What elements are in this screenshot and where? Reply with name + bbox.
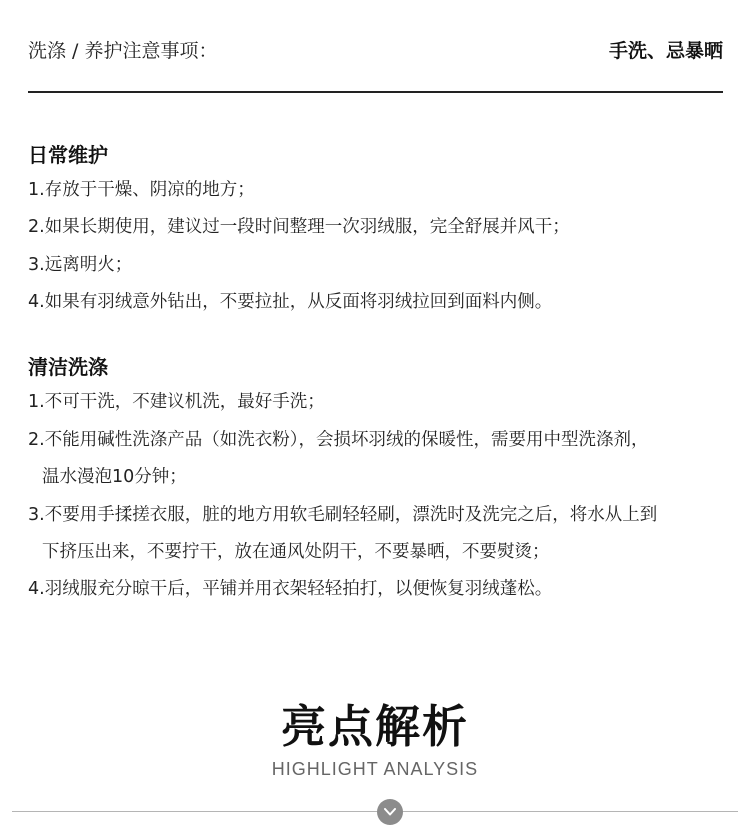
cleaning-item-continuation: 下挤压出来，不要拧干，放在通风处阴干，不要暴晒，不要熨烫； (42, 542, 550, 562)
daily-care-title: 日常维护 (28, 143, 108, 167)
cleaning-item: 2.不能用碱性洗涤产品（如洗衣粉），会损坏羽绒的保暖性，需要用中型洗涤剂， (28, 430, 649, 450)
cleaning-item-continuation: 温水漫泡10分钟； (42, 467, 187, 487)
chevron-down-icon (384, 808, 396, 816)
daily-care-item: 1.存放于干燥、阴凉的地方； (28, 180, 255, 200)
cleaning-item: 1.不可干洗，不建议机洗，最好手洗； (28, 392, 325, 412)
cleaning-item: 4.羽绒服充分晾干后，平铺并用衣架轻轻拍打，以便恢复羽绒蓬松。 (28, 579, 553, 599)
highlight-subtitle: HIGHLIGHT ANALYSIS (271, 759, 479, 779)
care-instructions-heading: 洗涤 / 养护注意事项： (28, 40, 218, 62)
cleaning-item: 3.不要用手揉搓衣服，脏的地方用软毛刷轻轻刷，漂洗时及洗完之后，将水从上到 (28, 505, 658, 525)
scroll-down-button[interactable] (377, 799, 403, 825)
cleaning-title: 清洁洗涤 (28, 355, 108, 379)
daily-care-item: 4.如果有羽绒意外钻出，不要拉扯，从反面将羽绒拉回到面料内侧。 (28, 292, 553, 312)
highlight-title: 亮点解析 (280, 700, 469, 753)
header-divider (28, 91, 723, 93)
wash-method-summary: 手洗、忌暴晒 (608, 40, 723, 62)
daily-care-item: 2.如果长期使用，建议过一段时间整理一次羽绒服，完全舒展并风干； (28, 217, 570, 237)
bottom-divider (12, 811, 738, 812)
daily-care-item: 3.远离明火； (28, 255, 133, 275)
